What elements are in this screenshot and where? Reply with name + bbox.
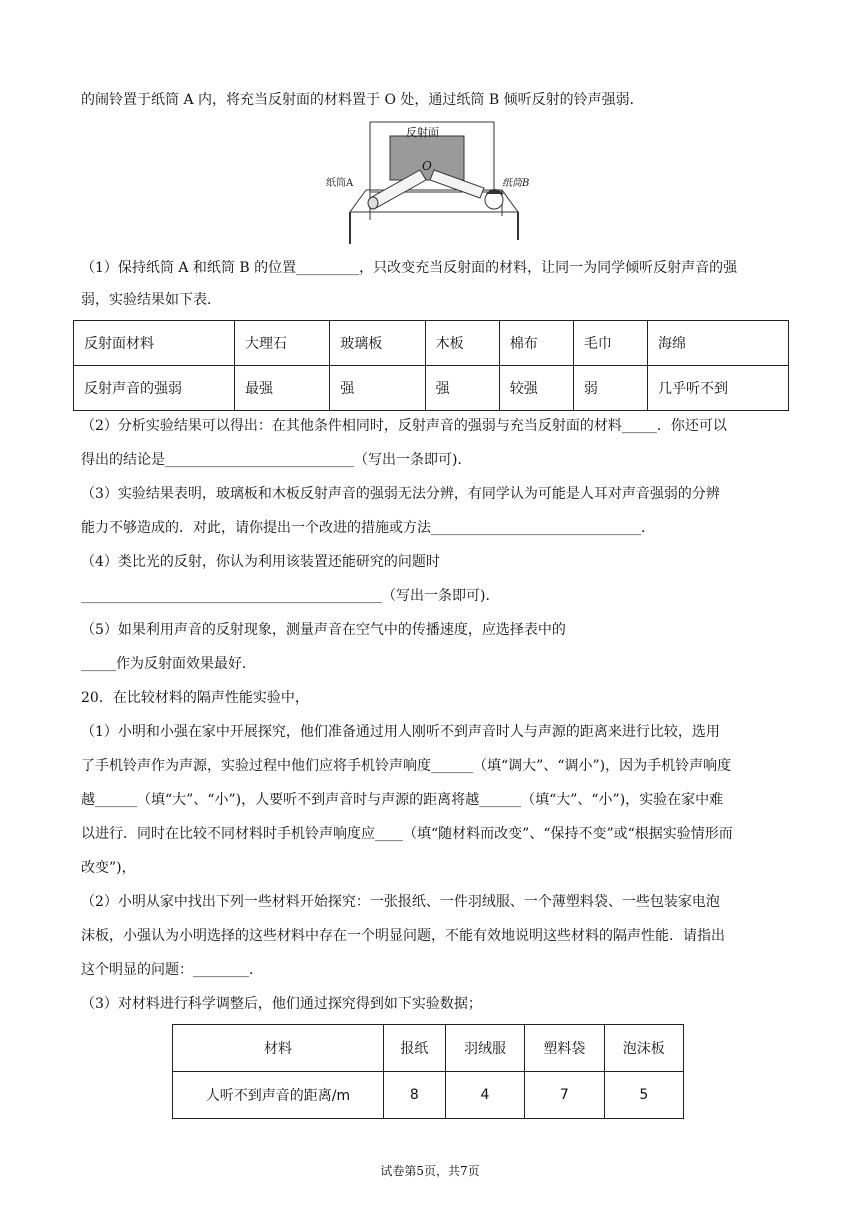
table-cell: 7	[525, 1072, 604, 1119]
reflect-label: 反射面	[406, 126, 439, 139]
table-cell: 人听不到声音的距离/m	[173, 1072, 384, 1119]
line-9: （5）如果利用声音的反射现象，测量声音在空气中的传播速度，应选择表中的	[81, 622, 566, 638]
line-10: _____作为反射面效果最好．	[81, 656, 256, 672]
table-cell: 5	[604, 1072, 683, 1119]
table-cell: 塑料袋	[525, 1025, 604, 1072]
line-15: 以进行．同时在比较不同材料时手机铃声响度应____（填“随材料而改变”、“保持不变”或“根据实验情形而	[81, 826, 733, 842]
line-18: 沫板，小强认为小明选择的这些材料中存在一个明显问题，不能有效地说明这些材料的隔声性能．请指出	[81, 928, 725, 944]
line-19: 这个明显的问题：________．	[81, 962, 263, 978]
table-cell: 玻璃板	[330, 321, 425, 366]
line-3: （2）分析实验结果可以得出：在其他条件相同时，反射声音的强弱与充当反射面的材料_____．你还可以	[81, 418, 727, 434]
table-cell: 弱	[573, 366, 647, 411]
table-cell: 反射面材料	[74, 321, 235, 366]
table-row	[74, 321, 789, 366]
line-5: （3）实验结果表明，玻璃板和木板反射声音的强弱无法分辨，有同学认为可能是人耳对声音强弱的分辨	[81, 486, 720, 502]
line-2: 弱，实验结果如下表．	[81, 292, 221, 308]
table-cell: 棉布	[499, 321, 573, 366]
table-cell: 木板	[425, 321, 499, 366]
line-12: （1）小明和小强在家中开展探究，他们准备通过用人刚听不到声音时人与声源的距离来进行比较，选用	[81, 724, 720, 740]
table-cell: 毛巾	[573, 321, 647, 366]
table-cell: 最强	[235, 366, 330, 411]
table-cell: 4	[445, 1072, 524, 1119]
table-cell: 海绵	[648, 321, 789, 366]
reflection-apparatus-figure	[326, 120, 538, 246]
line-17: （2）小明从家中找出下列一些材料开始探究：一张报纸、一件羽绒服、一个薄塑料袋、一些包装家电泡	[81, 894, 720, 910]
table-cell: 泡沫板	[604, 1025, 683, 1072]
table-cell: 报纸	[384, 1025, 446, 1072]
table-cell: 几乎听不到	[648, 366, 789, 411]
line-13: 了手机铃声作为声源，实验过程中他们应将手机铃声响度______（填“调大”、“调小”)，因为手机铃声响度	[81, 758, 732, 774]
reflection-results-table	[73, 320, 789, 411]
table-row	[173, 1025, 684, 1072]
line-6: 能力不够造成的．对此，请你提出一个改进的措施或方法______________________________．	[81, 520, 655, 536]
table-cell: 反射声音的强弱	[74, 366, 235, 411]
table-row	[173, 1072, 684, 1119]
line-16: 改变”)，	[81, 860, 136, 876]
tube-a-label: 纸筒A	[326, 178, 354, 189]
table-cell: 大理石	[235, 321, 330, 366]
line-14: 越______（填“大”、“小”)，人要听不到声音时与声源的距离将越______（填“大”、“小”)，实验在家中难	[81, 792, 724, 808]
table-cell: 较强	[499, 366, 573, 411]
table-cell: 羽绒服	[445, 1025, 524, 1072]
o-label: O	[422, 159, 432, 173]
table-cell: 8	[384, 1072, 446, 1119]
table-row	[74, 366, 789, 411]
line-0: 的闹铃置于纸筒 A 内，将充当反射面的材料置于 O 处，通过纸筒 B 倾听反射的铃声强弱．	[81, 92, 644, 108]
sound-insulation-table	[172, 1024, 684, 1119]
page-footer: 试卷第5页，共7页	[380, 1164, 480, 1178]
table-cell: 强	[330, 366, 425, 411]
tube-b-label: 纸筒B	[502, 178, 530, 189]
line-7: （4）类比光的反射，你认为利用该装置还能研究的问题时	[81, 554, 440, 570]
line-8: ___________________________________________（写出一条即可)．	[81, 588, 500, 604]
line-20: （3）对材料进行科学调整后，他们通过探究得到如下实验数据；	[81, 996, 482, 1012]
line-11: 20．在比较材料的隔声性能实验中，	[81, 690, 309, 706]
table-cell: 强	[425, 366, 499, 411]
line-4: 得出的结论是___________________________（写出一条即可)．	[81, 452, 472, 468]
line-1: （1）保持纸筒 A 和纸筒 B 的位置_________，只改变充当反射面的材料，让同一为同学倾听反射声音的强	[81, 260, 738, 276]
table-cell: 材料	[173, 1025, 384, 1072]
